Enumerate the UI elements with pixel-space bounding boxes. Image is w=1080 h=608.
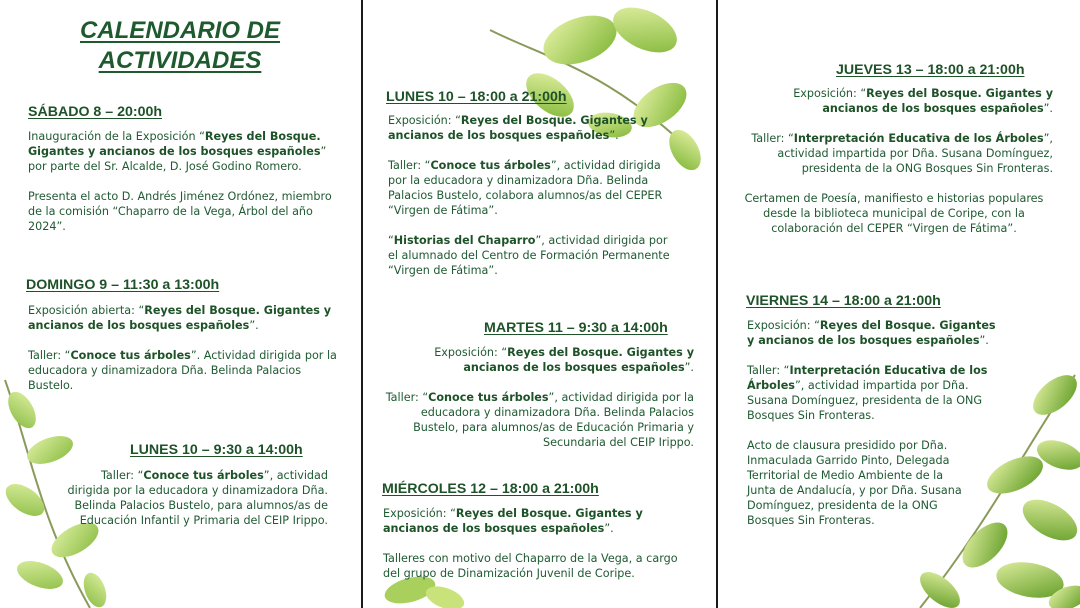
section-viernes xyxy=(747,318,997,528)
heading-lunes-morning: LUNES 10 – 9:30 a 14:00h xyxy=(130,442,303,458)
domingo-paragraph-1: Exposición abierta: “Reyes del Bosque. Gigantes y ancianos de los bosques españoles”. xyxy=(28,304,332,332)
column-divider-left xyxy=(361,0,363,608)
lunes-morning-paragraph-1: Taller: “Conoce tus árboles”, actividad dirigida por la educadora y dinamizadora Dña. Belinda Palacios Bustelo, para alumnos/as de Educación Infantil y Primaria del CEIP Irippo. xyxy=(67,469,328,527)
sabado-paragraph-2: Presenta el acto D. Andrés Jiménez Ordónez, miembro de la comisión “Chaparro de la Vega, Árbol del año 2024”. xyxy=(28,190,332,233)
column-divider-right xyxy=(716,0,718,608)
jueves-paragraph-3: Certamen de Poesía, manifiesto e historias populares desde la biblioteca municipal de Coripe, con la colaboración del CEPER “Virgen de Fátima”. xyxy=(744,192,1044,235)
miercoles-paragraph-2: Talleres con motivo del Chaparro de la Vega, a cargo del grupo de Dinamización Juvenil de Coripe. xyxy=(383,552,678,580)
miercoles-paragraph-1: Exposición: “Reyes del Bosque. Gigantes y ancianos de los bosques españoles”. xyxy=(383,507,643,535)
lunes-evening-paragraph-3: “Historias del Chaparro”, actividad dirigida por el alumnado del Centro de Formación Permanente “Virgen de Fátima”. xyxy=(388,234,670,277)
page-title: CALENDARIO DE ACTIVIDADES xyxy=(79,17,280,74)
heading-jueves: JUEVES 13 – 18:00 a 21:00h xyxy=(836,62,1025,78)
viernes-paragraph-2: Taller: “Interpretación Educativa de los Árboles”, actividad impartida por Dña. Susana Domínguez, presidenta de la ONG Bosques Sin Fronteras. xyxy=(747,364,988,422)
section-jueves xyxy=(735,86,1053,236)
lunes-evening-paragraph-1: Exposición: “Reyes del Bosque. Gigantes y ancianos de los bosques españoles”. xyxy=(388,114,648,142)
lunes-evening-paragraph-2: Taller: “Conoce tus árboles”, actividad dirigida por la educadora y dinamizadora Dña. Belinda Palacios Bustelo, colabora alumnos/as del CEPER “Virgen de Fátima”. xyxy=(388,159,663,217)
heading-viernes: VIERNES 14 – 18:00 a 21:00h xyxy=(746,293,941,309)
heading-domingo: DOMINGO 9 – 11:30 a 13:00h xyxy=(26,277,220,293)
heading-sabado: SÁBADO 8 – 20:00h xyxy=(28,104,163,120)
martes-paragraph-2: Taller: “Conoce tus árboles”, actividad dirigida por la educadora y dinamizadora Dña. Belinda Palacios Bustelo, para alumnos/as de Educación Primaria y Secundaria del CEIP Irippo. xyxy=(385,391,694,449)
section-miercoles xyxy=(383,506,683,581)
viernes-paragraph-3: Acto de clausura presidido por Dña. Inmaculada Garrido Pinto, Delegada Territorial de Medio Ambiente de la Junta de Andalucía, y por Dña. Susana Domínguez, presidenta de la ONG Bosques Sin Fronteras. xyxy=(747,439,962,527)
heading-lunes-evening: LUNES 10 – 18:00 a 21:00h xyxy=(386,89,567,105)
jueves-paragraph-2: Taller: “Interpretación Educativa de los Árboles”, actividad impartida por Dña. Susana Domínguez, presidenta de la ONG Bosques Sin Fronteras. xyxy=(751,132,1053,175)
martes-paragraph-1: Exposición: “Reyes del Bosque. Gigantes y ancianos de los bosques españoles”. xyxy=(434,346,694,374)
heading-miercoles: MIÉRCOLES 12 – 18:00 a 21:00h xyxy=(382,481,599,497)
jueves-paragraph-1: Exposición: “Reyes del Bosque. Gigantes y ancianos de los bosques españoles”. xyxy=(793,87,1053,115)
section-sabado xyxy=(28,129,338,234)
section-martes xyxy=(384,345,694,450)
viernes-paragraph-1: Exposición: “Reyes del Bosque. Gigantes y ancianos de los bosques españoles”. xyxy=(747,319,996,347)
section-lunes-evening xyxy=(388,113,678,278)
heading-martes: MARTES 11 – 9:30 a 14:00h xyxy=(484,320,668,336)
section-domingo xyxy=(28,303,338,393)
domingo-paragraph-2: Taller: “Conoce tus árboles”. Actividad dirigida por la educadora y dinamizadora Dña. Belinda Palacios Bustelo. xyxy=(28,349,337,392)
sabado-paragraph-1: Inauguración de la Exposición “Reyes del Bosque. Gigantes y ancianos de los bosques españoles” por parte del Sr. Alcalde, D. José Godino Romero. xyxy=(28,130,327,173)
section-lunes-morning xyxy=(60,468,328,528)
